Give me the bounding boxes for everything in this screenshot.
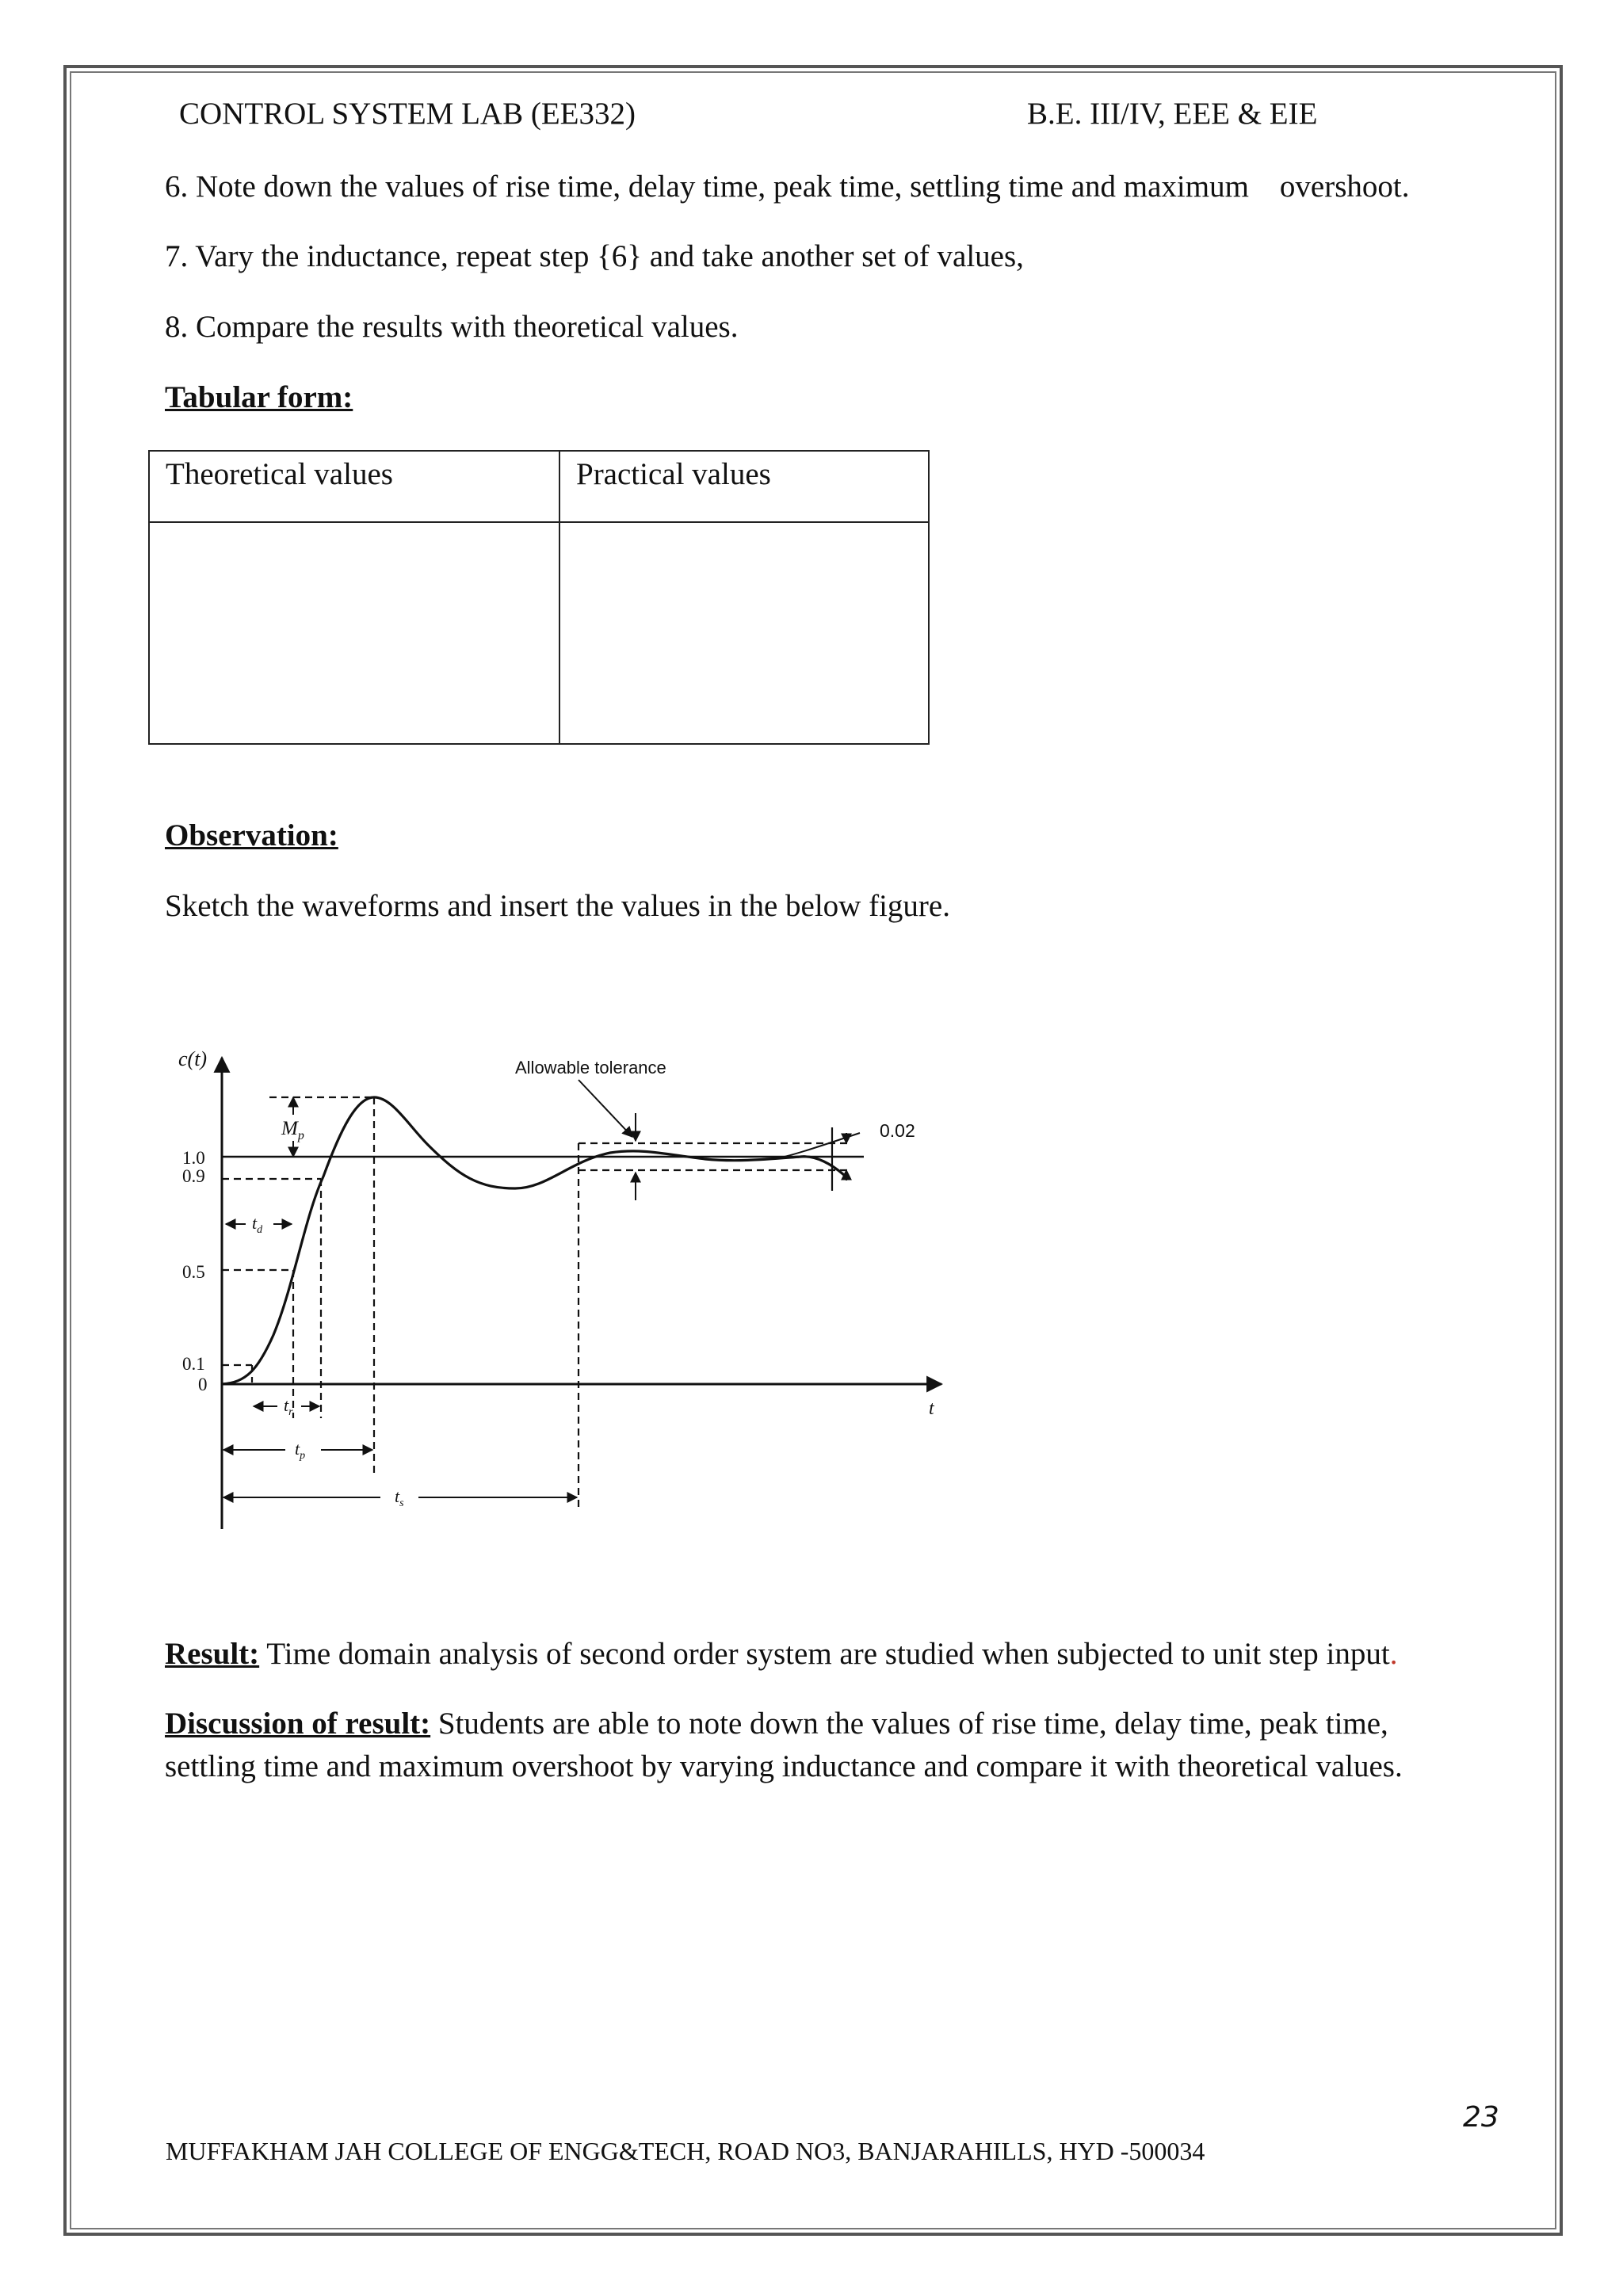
footer-address: MUFFAKHAM JAH COLLEGE OF ENGG&TECH, ROAD NO3, BANJARAHILLS, HYD -500034 (166, 2137, 1205, 2165)
y-tick-1.0: 1.0 (182, 1148, 205, 1168)
table-cell-theoretical[interactable] (149, 522, 559, 744)
table-row (149, 522, 929, 744)
header-left: CONTROL SYSTEM LAB (EE332) (179, 97, 636, 131)
response-curve-variant (785, 1133, 860, 1157)
observation-text: Sketch the waveforms and insert the values in the below figure. (165, 889, 950, 923)
result-text: Time domain analysis of second order system are studied when subjected to unit step input (259, 1637, 1390, 1671)
step-8: 8. Compare the results with theoretical values. (165, 310, 739, 344)
y-tick-0: 0 (198, 1375, 208, 1394)
tolerance-value: 0.02 (880, 1120, 915, 1141)
response-curve (222, 1097, 844, 1384)
tr-label: $t_r$ (284, 1395, 293, 1418)
step-response-figure (166, 1034, 951, 1549)
ts-label: $t_s$ (395, 1486, 404, 1509)
result-label: Result: (165, 1637, 260, 1671)
x-axis-label: t (929, 1398, 934, 1419)
y-axis-label: c(t) (178, 1047, 208, 1070)
annotation-pointer (579, 1080, 632, 1137)
table-header-practical: Practical values (559, 451, 929, 522)
table-header-theoretical: Theoretical values (149, 451, 559, 522)
discussion-text-1: Students are able to note down the values of rise time, delay time, peak time, (430, 1707, 1388, 1741)
page-number: 23 (1463, 2101, 1499, 2134)
y-tick-0.5: 0.5 (182, 1262, 205, 1282)
tolerance-annotation: Allowable tolerance (515, 1058, 666, 1077)
discussion-line-2: settling time and maximum overshoot by varying inductance and compare it with theoretical values. (165, 1749, 1403, 1783)
result-line (165, 1635, 1397, 1673)
mp-label: $M_p$ (281, 1118, 304, 1142)
discussion-line-1 (165, 1705, 1388, 1743)
td-label: $t_d$ (252, 1213, 263, 1236)
table-cell-practical[interactable] (559, 522, 929, 744)
result-period: . (1389, 1637, 1398, 1671)
step-6: 6. Note down the values of rise time, delay time, peak time, settling time and maximum overshoot. (165, 170, 1410, 204)
discussion-label: Discussion of result: (165, 1707, 431, 1741)
y-tick-0.9: 0.9 (182, 1166, 205, 1186)
step-7: 7. Vary the inductance, repeat step {6} and take another set of values, (165, 239, 1024, 273)
header-right: B.E. III/IV, EEE & EIE (1027, 97, 1318, 131)
results-table (148, 450, 930, 745)
tabular-heading: Tabular form: (165, 380, 353, 414)
tp-label: $t_p$ (295, 1439, 306, 1462)
table-header-row (149, 451, 929, 522)
observation-heading: Observation: (165, 818, 338, 852)
y-tick-0.1: 0.1 (182, 1354, 205, 1374)
